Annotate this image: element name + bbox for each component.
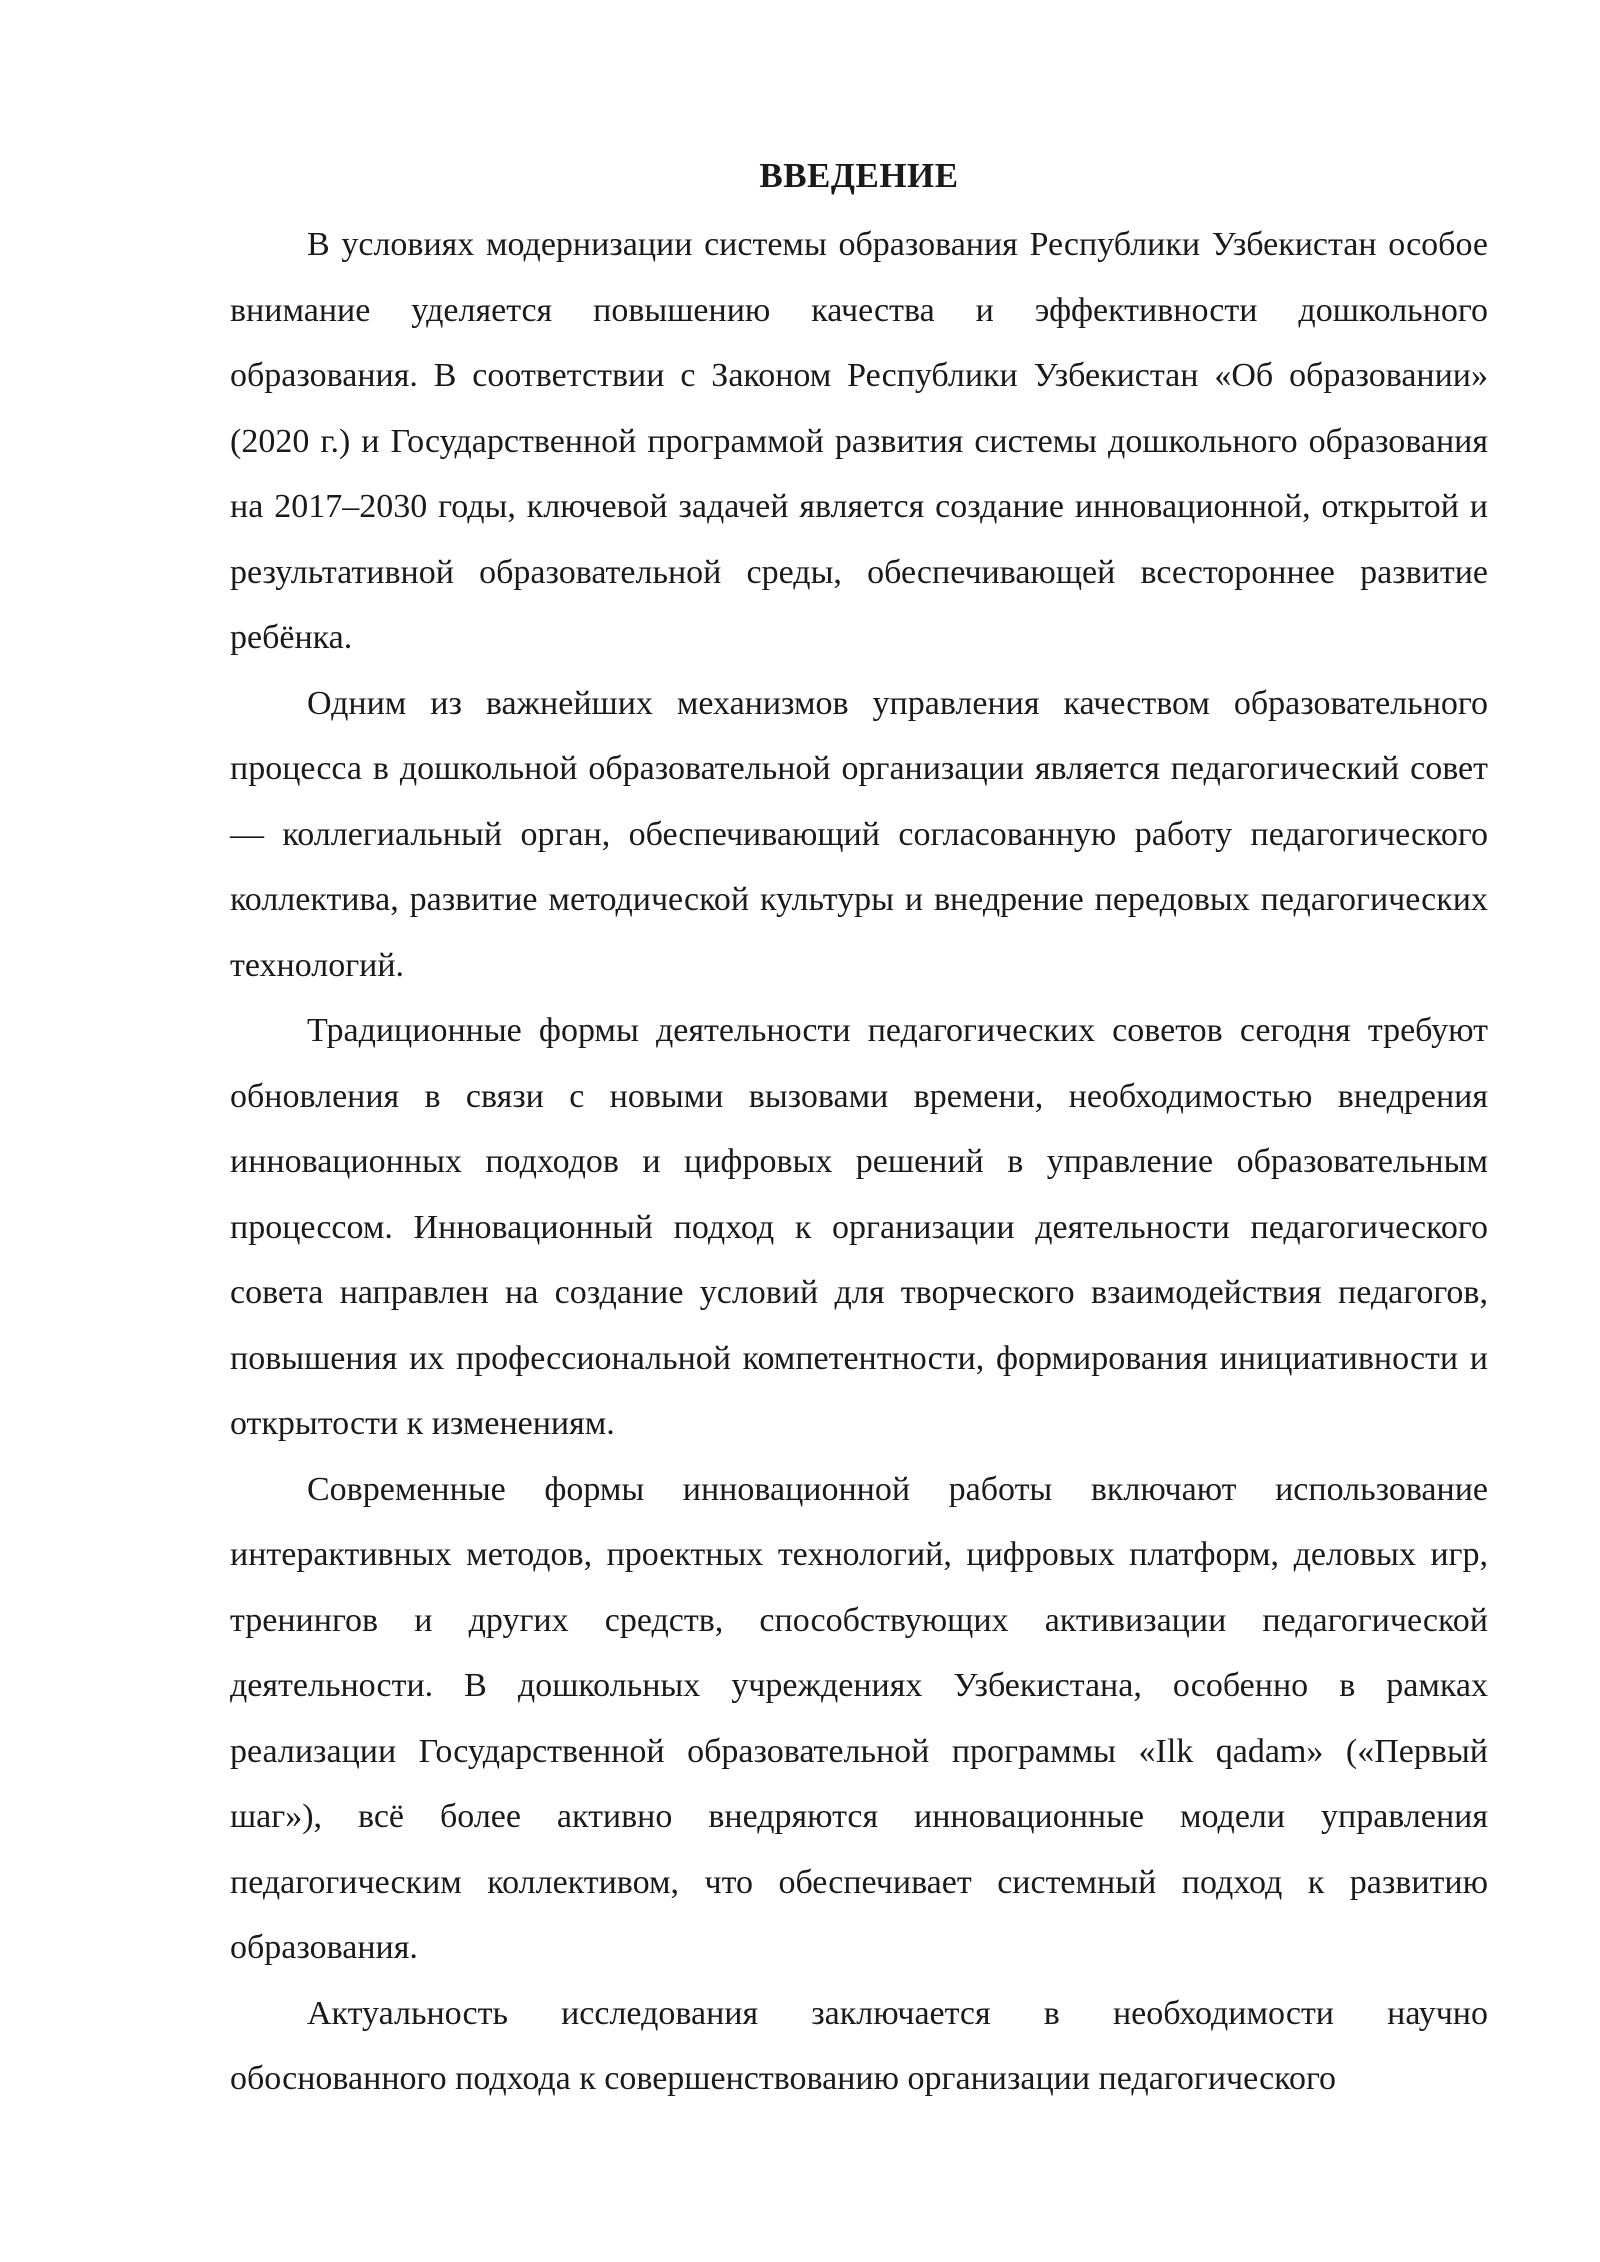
paragraph-3: Традиционные формы деятельности педагогических советов сегодня требуют обновления в связи с новыми вызовами времени, необходимостью внедрения инновационных подходов и цифровых решений в управление образовательным процессом. Инновационный подход к организации деятельности педагогического совета направлен на создание условий для творческого взаимодействия педагогов, повышения их профессиональной компетентности, формирования инициативности и открытости к изменениям.	[230, 1012, 1488, 1442]
paragraph-4: Современные формы инновационной работы включают использование интерактивных методов, проектных технологий, цифровых платформ, деловых игр, тренингов и других средств, способствующих активизации педагогической деятельности. В дошкольных учреждениях Узбекистана, особенно в рамках реализации Государственной образовательной программы «Ilk qadam» («Первый шаг»), всё более активно внедряются инновационные модели управления педагогическим коллективом, что обеспечивает системный подход к развитию образования.	[230, 1470, 1488, 1966]
paragraph-2: Одним из важнейших механизмов управления качеством образовательного процесса в дошкольной образовательной организации является педагогический совет — коллегиальный орган, обеспечивающий согласованную работу педагогического коллектива, развитие методической культуры и внедрение передовых педагогических технологий.	[230, 684, 1488, 984]
page-title: ВВЕДЕНИЕ	[759, 156, 959, 195]
paragraph-1: В условиях модернизации системы образования Республики Узбекистан особое внимание уделяется повышению качества и эффективности дошкольного образования. В соответствии с Законом Республики Узбекистан «Об образовании» (2020 г.) и Государственной программой развития системы дошкольного образования на 2017–2030 годы, ключевой задачей является создание инновационной, открытой и результативной образовательной среды, обеспечивающей всестороннее развитие ребёнка.	[230, 226, 1488, 656]
paragraph-5: Актуальность исследования заключается в необходимости научно обоснованного подхода к совершенствованию организации педагогического	[230, 1994, 1488, 2097]
